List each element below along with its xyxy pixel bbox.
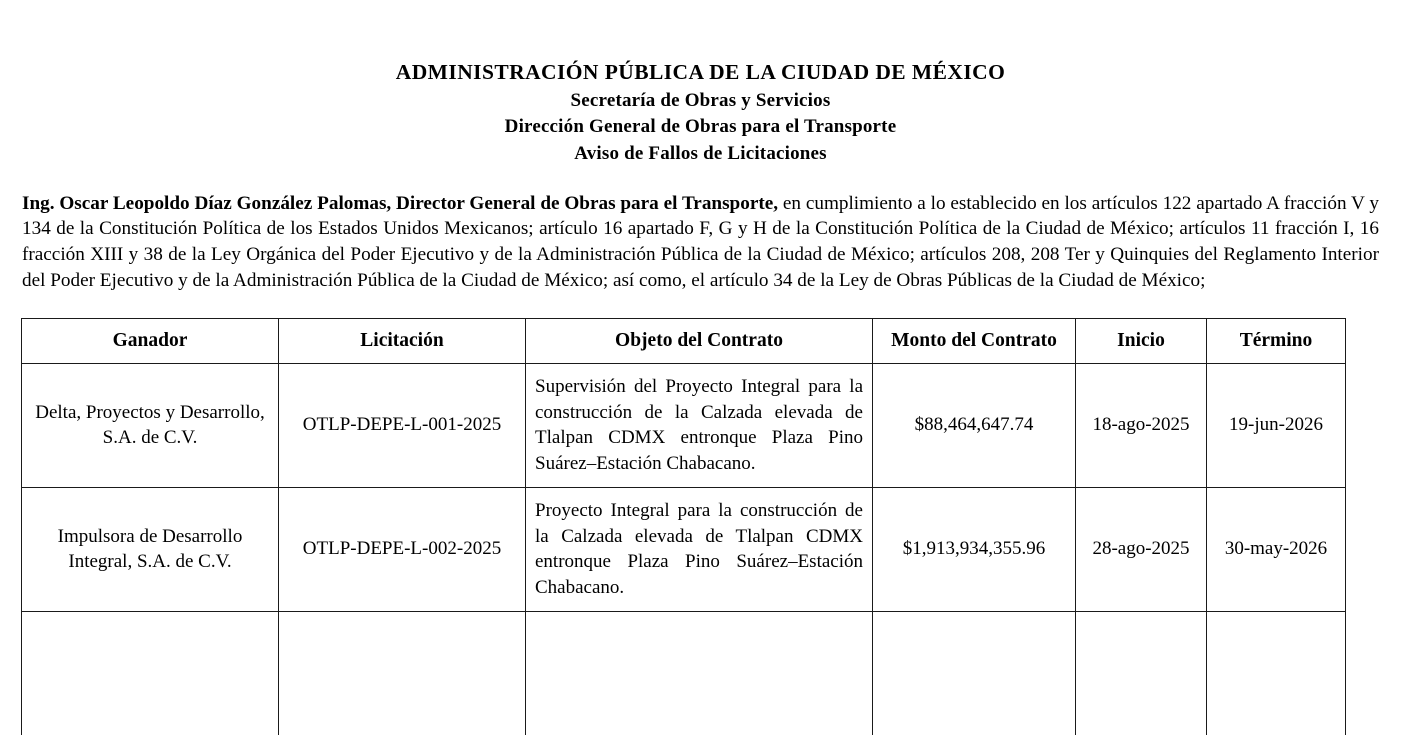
cell-licitacion: OTLP-DEPE-L-001-2025 [279, 363, 526, 487]
column-header-monto: Monto del Contrato [873, 318, 1076, 363]
official-name-and-title: Ing. Oscar Leopoldo Díaz González Palomas, Director General de Obras para el Transporte, [22, 192, 779, 214]
cell-monto: $88,464,647.74 [873, 363, 1076, 487]
table-row [22, 487, 1346, 611]
awards-table-head [22, 318, 1346, 363]
intro-legal-text: en cumplimiento a lo establecido en los artículos 122 apartado A fracción V y 134 de la Constitución Política de los Estados Unidos Mexicanos; artículo 16 apartado F, G y H de la Constitución Política de la Ciudad de México; artículos 11 fracción I, 16 fracción XIII y 38 de la Ley Orgánica del Poder Ejecutivo y de la Administración Pública de la Ciudad de México; artículos 208, 208 Ter y Quinquies del Reglamento Interior del Poder Ejecutivo y de la Administración Pública de la Ciudad de México; así como, el artículo 34 de la Ley de Obras Públicas de la Ciudad de México; [22, 192, 1379, 292]
cell-licitacion [279, 611, 526, 735]
column-header-inicio: Inicio [1076, 318, 1207, 363]
document-header [21, 0, 1380, 166]
column-header-objeto: Objeto del Contrato [526, 318, 873, 363]
cell-monto: $1,913,934,355.96 [873, 487, 1076, 611]
header-line-secretaria: Secretaría de Obras y Servicios [570, 90, 831, 112]
cell-ganador [22, 611, 279, 735]
table-row [22, 363, 1346, 487]
header-line-direccion: Dirección General de Obras para el Transporte [504, 116, 897, 138]
cell-termino [1207, 611, 1346, 735]
column-header-ganador: Ganador [22, 318, 279, 363]
cell-inicio [1076, 611, 1207, 735]
table-row [22, 611, 1346, 735]
column-header-termino: Término [1207, 318, 1346, 363]
cell-objeto: Supervisión del Proyecto Integral para la construcción de la Calzada elevada de Tlalpan CDMX entronque Plaza Pino Suárez–Estación Chabacano. [526, 363, 873, 487]
cell-termino: 30-may-2026 [1207, 487, 1346, 611]
cell-inicio: 28-ago-2025 [1076, 487, 1207, 611]
header-line-aviso: Aviso de Fallos de Licitaciones [574, 142, 827, 164]
cell-ganador: Delta, Proyectos y Desarrollo, S.A. de C.V. [22, 363, 279, 487]
awards-table [21, 318, 1346, 735]
cell-inicio: 18-ago-2025 [1076, 363, 1207, 487]
cell-objeto [526, 611, 873, 735]
column-header-licitacion: Licitación [279, 318, 526, 363]
cell-termino: 19-jun-2026 [1207, 363, 1346, 487]
intro-paragraph [21, 191, 1380, 294]
cell-monto [873, 611, 1076, 735]
cell-licitacion: OTLP-DEPE-L-002-2025 [279, 487, 526, 611]
header-line-administracion: ADMINISTRACIÓN PÚBLICA DE LA CIUDAD DE MÉXICO [395, 60, 1006, 84]
cell-objeto: Proyecto Integral para la construcción de la Calzada elevada de Tlalpan CDMX entronque Plaza Pino Suárez–Estación Chabacano. [526, 487, 873, 611]
cell-ganador: Impulsora de Desarrollo Integral, S.A. de C.V. [22, 487, 279, 611]
awards-table-body [22, 363, 1346, 735]
table-header-row [22, 318, 1346, 363]
